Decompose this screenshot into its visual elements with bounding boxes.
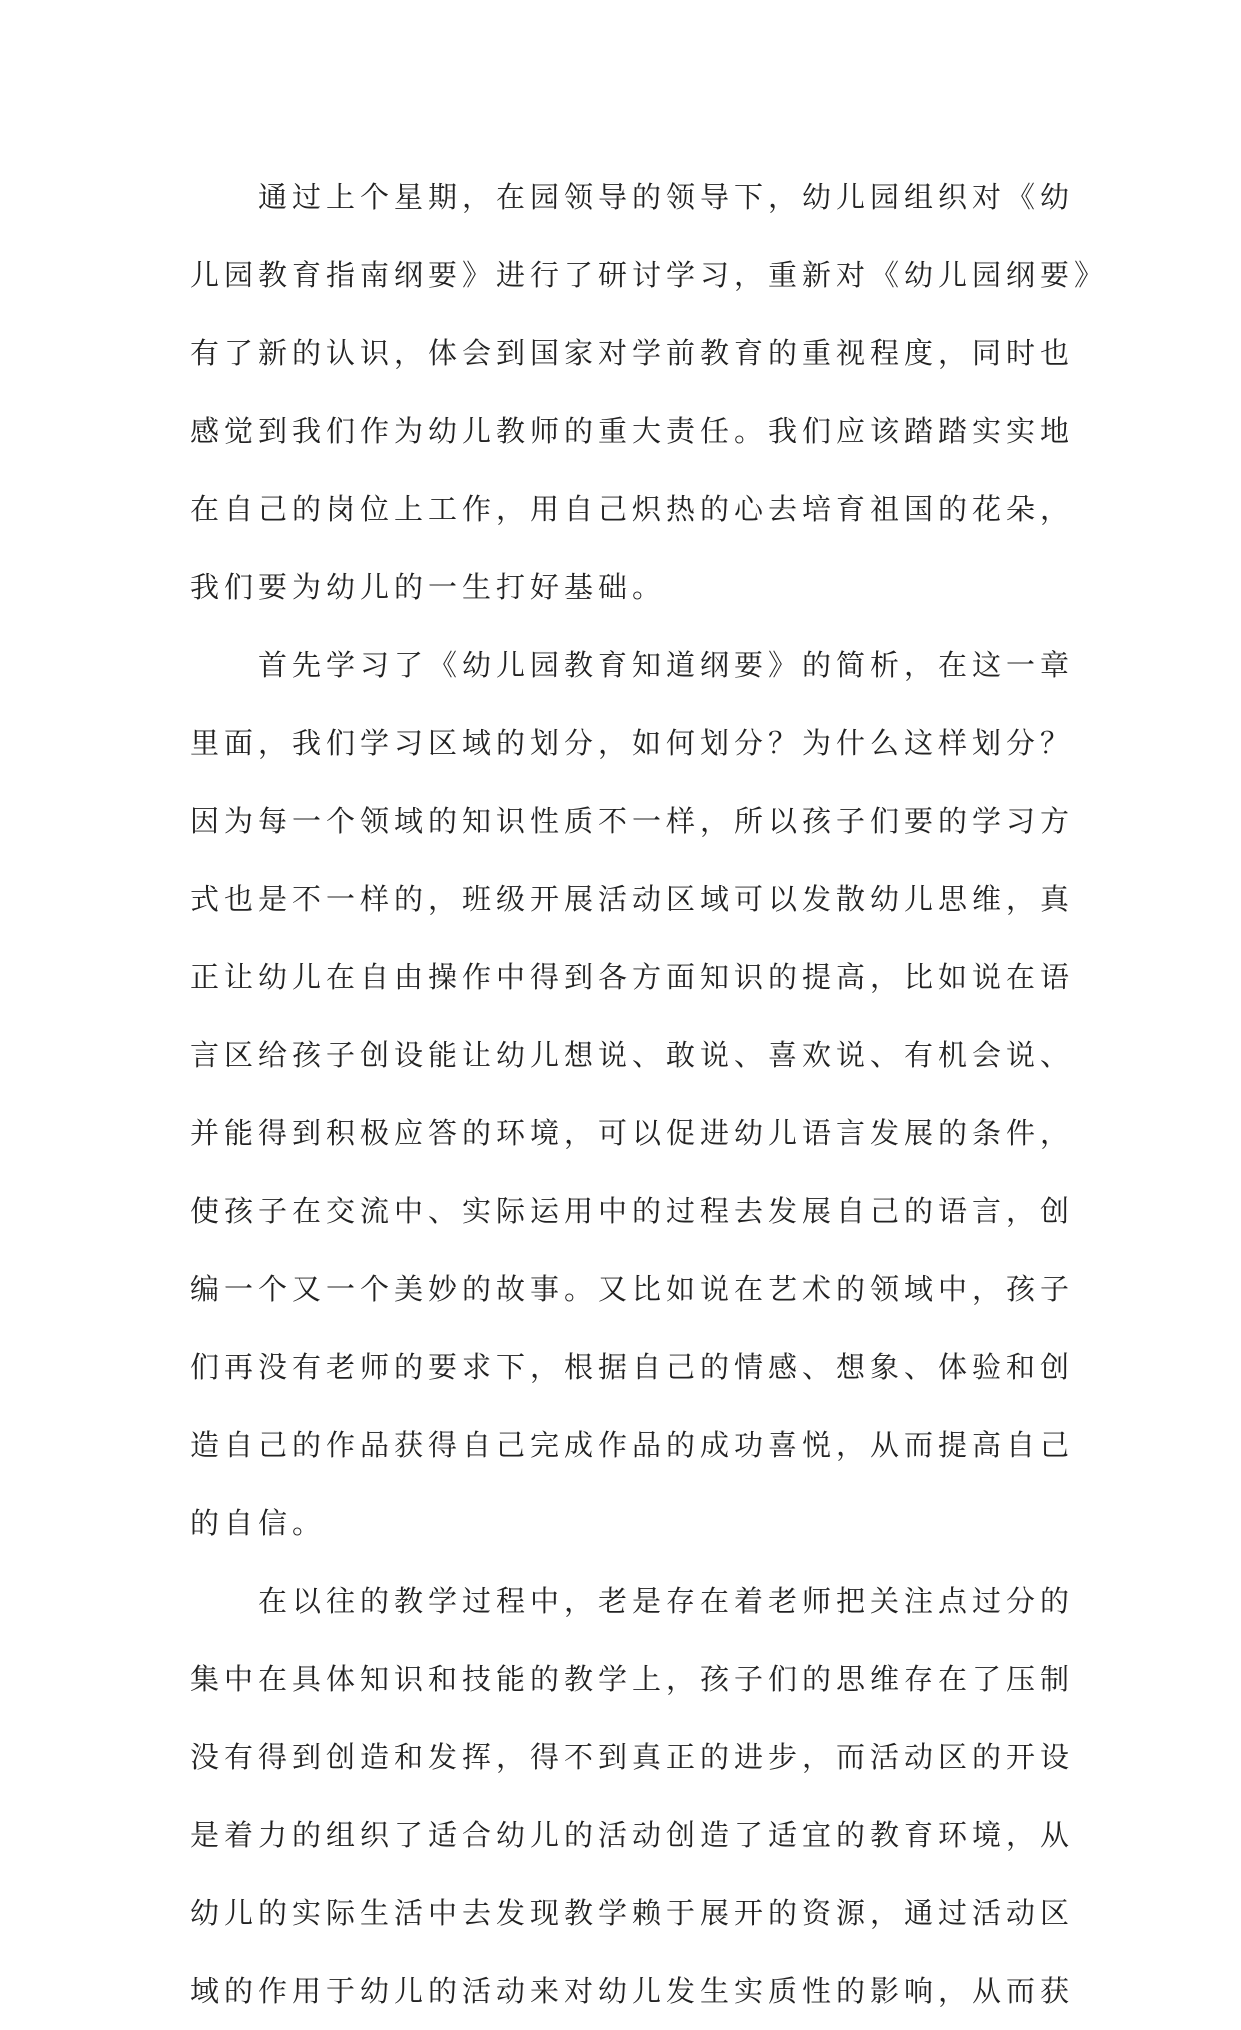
- paragraph-1-line-2: 儿园教育指南纲要》进行了研讨学习，重新对《幼儿园纲要》: [190, 258, 1109, 292]
- paragraph-2-line-1: 首先学习了《幼儿园教育知道纲要》的简析，在这一章: [190, 648, 1075, 682]
- paragraph-2-line-9: 编一个又一个美妙的故事。又比如说在艺术的领域中，孩子: [190, 1272, 1075, 1306]
- paragraph-2-line-10: 们再没有老师的要求下，根据自己的情感、想象、体验和创: [190, 1350, 1075, 1384]
- paragraph-3-line-2: 集中在具体知识和技能的教学上，孩子们的思维存在了压制: [190, 1662, 1075, 1696]
- paragraph-2: [190, 626, 1075, 1562]
- paragraph-3-line-3: 没有得到创造和发挥，得不到真正的进步，而活动区的开设: [190, 1740, 1075, 1774]
- paragraph-2-line-8: 使孩子在交流中、实际运用中的过程去发展自己的语言，创: [190, 1194, 1075, 1228]
- document-body: [190, 158, 1109, 2030]
- paragraph-3-line-5: 幼儿的实际生活中去发现教学赖于展开的资源，通过活动区: [190, 1896, 1075, 1930]
- paragraph-3: [190, 1562, 1075, 2030]
- paragraph-3-line-4: 是着力的组织了适合幼儿的活动创造了适宜的教育环境，从: [190, 1818, 1075, 1852]
- paragraph-1-line-6: 我们要为幼儿的一生打好基础。: [190, 570, 667, 604]
- paragraph-2-line-7: 并能得到积极应答的环境，可以促进幼儿语言发展的条件，: [190, 1116, 1075, 1150]
- paragraph-2-line-11: 造自己的作品获得自己完成作品的成功喜悦，从而提高自己: [190, 1428, 1075, 1462]
- paragraph-1-line-1: 通过上个星期，在园领导的领导下，幼儿园组织对《幼: [190, 180, 1075, 214]
- paragraph-3-line-6: 域的作用于幼儿的活动来对幼儿发生实质性的影响，从而获: [190, 1974, 1075, 2008]
- paragraph-2-line-5: 正让幼儿在自由操作中得到各方面知识的提高，比如说在语: [190, 960, 1075, 994]
- paragraph-1-line-3: 有了新的认识，体会到国家对学前教育的重视程度，同时也: [190, 336, 1075, 370]
- paragraph-2-line-2: 里面，我们学习区域的划分，如何划分？为什么这样划分？: [190, 726, 1075, 760]
- paragraph-2-line-12: 的自信。: [190, 1506, 327, 1540]
- paragraph-1-line-4: 感觉到我们作为幼儿教师的重大责任。我们应该踏踏实实地: [190, 414, 1075, 448]
- paragraph-3-line-1: 在以往的教学过程中，老是存在着老师把关注点过分的: [190, 1584, 1075, 1618]
- paragraph-2-line-3: 因为每一个领域的知识性质不一样，所以孩子们要的学习方: [190, 804, 1075, 838]
- paragraph-2-line-4: 式也是不一样的，班级开展活动区域可以发散幼儿思维，真: [190, 882, 1075, 916]
- paragraph-1: [190, 158, 1109, 626]
- paragraph-2-line-6: 言区给孩子创设能让幼儿想说、敢说、喜欢说、有机会说、: [190, 1038, 1075, 1072]
- paragraph-1-line-5: 在自己的岗位上工作，用自己炽热的心去培育祖国的花朵，: [190, 492, 1075, 526]
